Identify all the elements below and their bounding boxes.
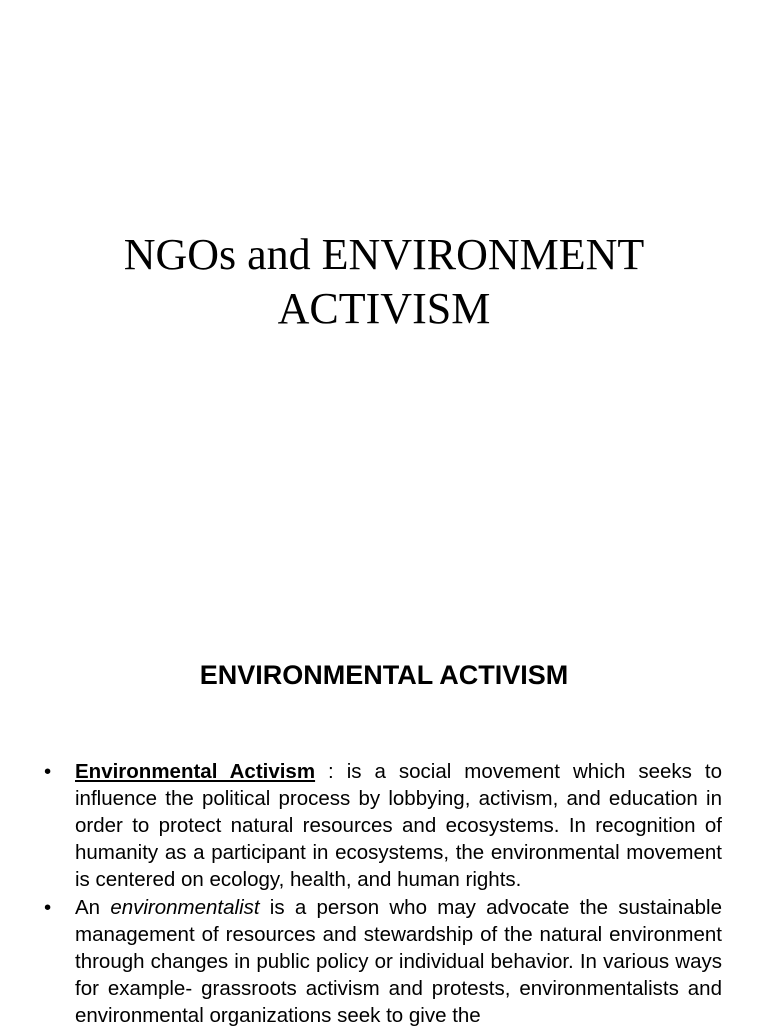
slide-title-line-1: NGOs and ENVIRONMENT [123, 230, 645, 279]
bullet-marker: • [44, 760, 52, 783]
bullet-lead: An [75, 896, 111, 919]
bullet-item-environmentalist [44, 894, 722, 1029]
bullet-item-environmental-activism [44, 758, 722, 893]
bullet-list [44, 758, 722, 1030]
bullet-italic-term: environmentalist [110, 896, 260, 919]
bullet-text: is a person who may advocate the sustainable management of resources and stewardship of the natural environment through changes in public policy or individual behavior. In various ways for example- grassroots activism and protests, environmentalists and environmental organizations seek to give the [75, 896, 722, 1027]
slide-title [0, 228, 768, 336]
slide-title-line-2: ACTIVISM [277, 284, 491, 333]
bullet-text: : is a social movement which seeks to influence the political process by lobbying, activism, and education in order to protect natural resources and ecosystems. In recognition of humanity as a participant in ecosystems, the environmental movement is centered on ecology, health, and human rights. [75, 760, 723, 891]
bullet-marker: • [44, 896, 52, 919]
section-heading: ENVIRONMENTAL ACTIVISM [199, 660, 569, 690]
bullet-term: Environmental Activism [75, 760, 316, 783]
